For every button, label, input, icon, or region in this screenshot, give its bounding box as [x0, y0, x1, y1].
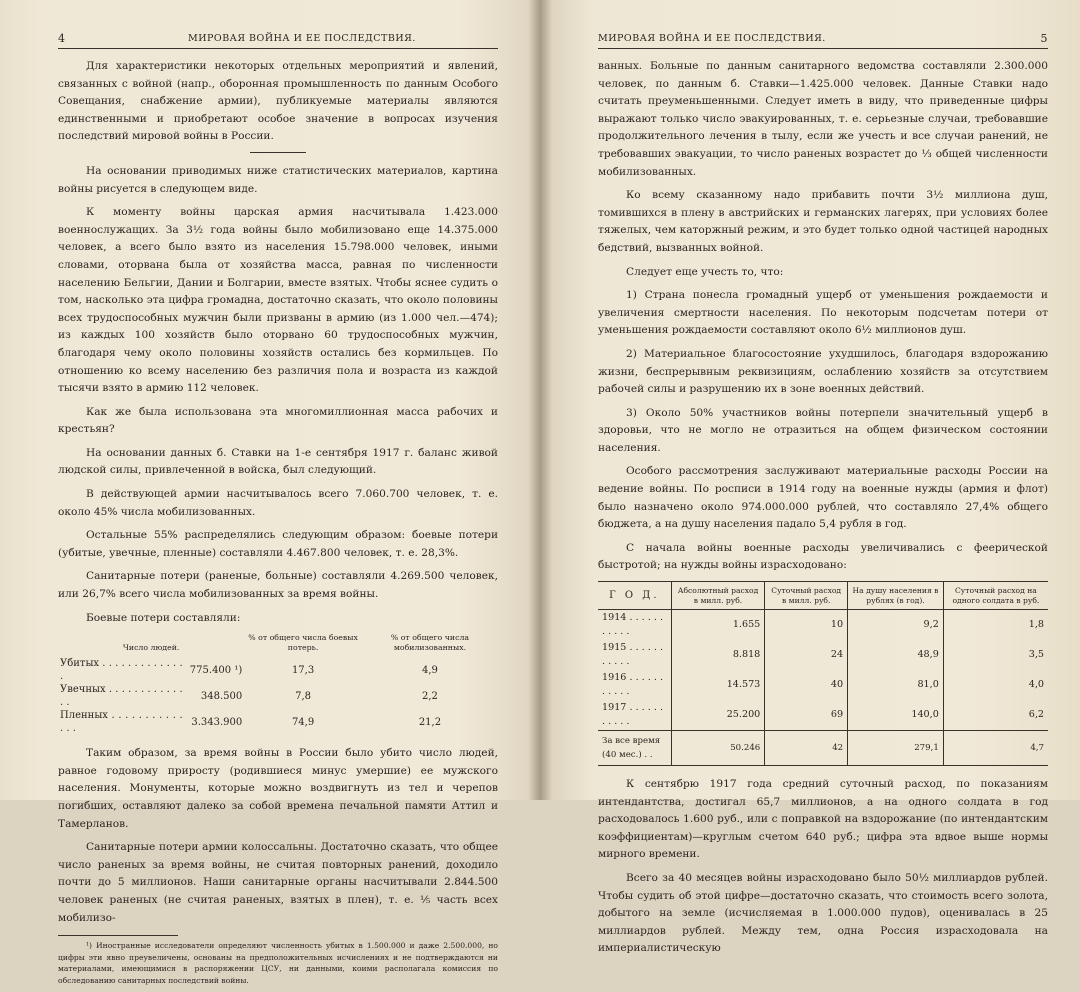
column-header: На душу населения в рублях (в год).	[848, 582, 944, 610]
paragraph: На основании данных б. Ставки на 1-е сентября 1917 г. баланс живой людской силы, привлеченной в войска, был следующий.	[58, 446, 498, 477]
cell: 50.246	[671, 731, 765, 766]
cell: 25.200	[671, 700, 765, 731]
cell: 279,1	[848, 731, 944, 766]
cell: 69	[765, 700, 848, 731]
paragraph: Следует еще учесть то, что:	[626, 265, 784, 278]
paragraph: К сентябрю 1917 года средний суточный расход, по показаниям интендантства, достигал 65,7 миллионов, а на одного солдата в год расходовалось 1.600 руб., или с поправкой на вздорожание (по интендантским коэффициентам)—круглым счетом 640 руб.; цифра эта вдвое выше нормы мирного времени.	[598, 778, 1048, 861]
war-expense-table	[598, 581, 1048, 766]
total-label: За все время (40 мес.) . .	[598, 731, 671, 766]
table-row	[598, 670, 1048, 700]
column-header: % от общего числа боевых потерь.	[248, 633, 358, 653]
cell-pct-losses: 17,3	[291, 664, 315, 676]
table-row	[598, 610, 1048, 641]
left-page	[0, 0, 540, 985]
cell: 1.655	[671, 610, 765, 641]
table-row	[58, 657, 498, 683]
paragraph: 3) Около 50% участников войны потерпели значительный ущерб в здоровьи, что не могло не отразиться на общем физическом состоянии населения.	[598, 406, 1048, 454]
paragraph: Для характеристики некоторых отдельных мероприятий и явлений, связанных с войной (напр., оборонная промышленность по данным Особого Совещания, снабжение армии), публикуемые материалы являются единственными и приобретают особое значение в вопросах изучения последствий мировой войны в России.	[58, 60, 498, 143]
cell: 48,9	[848, 640, 944, 670]
section-separator	[250, 152, 306, 153]
running-title: МИРОВАЯ ВОЙНА И ЕЕ ПОСЛЕДСТВИЯ.	[188, 33, 416, 44]
year-cell: 1914 . . . . . . . . . . .	[602, 612, 664, 638]
cell: 140,0	[848, 700, 944, 731]
paragraph: К моменту войны царская армия насчитывала 1.423.000 военнослужащих. За 3½ года войны было мобилизовано еще 14.375.000 человек, а всего было взято из населения 15.798.000 человек, иными словами, оторвана была от хозяйства масса, равная по численности населению Бельгии, Дании и Болгарии, вместе взятых. Чтобы яснее судить о том, насколько эта цифра громадна, достаточно сказать, что около половины всех трудоспособных мужчин были призваны в армию (из 1.000 чел.—474); из каждых 100 хозяйств было оторвано 60 трудоспособных мужчин, благодаря чему около половины хозяйств остались без кормильцев. По отношению ко всему населению без различия пола и возраста из каждой тысячи взято в армию 112 человек.	[58, 206, 498, 395]
cell: 42	[765, 731, 848, 766]
paragraph: Таким образом, за время войны в России было убито число людей, равное годовому приросту (родившиеся минус умершие) ее мужского населения. Монументы, которые можно воздвигнуть из тел и черепов погибших, оставляют далеко за собой времена печальной памяти Аттил и Тамерланов.	[58, 747, 498, 830]
paragraph: 1) Страна понесла громадный ущерб от уменьшения рождаемости и увеличения смертности населения. По некоторым подсчетам потери от уменьшения рождаемости составляют около 6½ миллионов душ.	[598, 289, 1048, 337]
paragraph: Как же была использована эта многомиллионная масса рабочих и крестьян?	[58, 405, 498, 436]
cell-count: 3.343.900	[191, 716, 243, 728]
paragraph: Остальные 55% распределялись следующим образом: боевые потери (убитые, увечные, пленные) составляли 4.467.800 человек, т. е. 28,3%.	[58, 529, 498, 559]
paragraph: На основании приводимых ниже статистических материалов, картина войны рисуется в следующем виде.	[58, 164, 498, 195]
cell: 10	[765, 610, 848, 641]
paragraph: В действующей армии насчитывалось всего 7.060.700 человек, т. е. около 45% числа мобилизованных.	[58, 488, 498, 518]
column-header: Абсолютный расход в милл. руб.	[671, 582, 765, 610]
header-rule	[598, 48, 1048, 49]
table-row	[58, 683, 498, 709]
cell-pct-losses: 7,8	[295, 690, 312, 702]
cell: 9,2	[848, 610, 944, 641]
cell-pct-mobilized: 4,9	[422, 664, 438, 676]
cell: 1,8	[943, 610, 1048, 641]
cell: 81,0	[848, 670, 944, 700]
paragraph: Боевые потери составляли:	[86, 611, 241, 624]
paragraph: ванных. Больные по данным санитарного ведомства составляли 2.300.000 человек, по данным б. Ставки—1.425.000 человек. Данные Ставки надо считать преуменьшенными. Следует иметь в виду, что приведенные цифры выражают только число эвакуированных, т. е. серьезные случаи, требовавшие продолжительного лечения в тылу, если же учесть и все случаи ранений, не требовавших эвакуации, то число раненых возрастет до ⅓ общей численности мобилизованных.	[598, 60, 1048, 178]
table-header-row	[58, 633, 498, 657]
cell: 14.573	[671, 670, 765, 700]
footnote-rule	[58, 935, 178, 936]
table-total-row	[598, 731, 1048, 766]
footnote: ¹) Иностранные исследователи определяют численность убитых в 1.500.000 и даже 2.500.000, но цифры эти явно преувеличены, основаны на предположительных исчислениях и не подтверждаются ни материалами, имеющимися в распоряжении ЦСУ, ни данными, коими располагала комиссия по обследованию санитарных последствий войны.	[58, 941, 498, 985]
table-row	[598, 700, 1048, 731]
row-label: Пленных . . . . . . . . . . . . . .	[60, 710, 183, 735]
table-row	[598, 640, 1048, 670]
cell: 24	[765, 640, 848, 670]
left-page-body	[58, 58, 498, 992]
table-header-row	[598, 582, 1048, 610]
table-row	[58, 709, 498, 735]
header-rule	[58, 48, 498, 49]
column-header: Суточный расход в милл. руб.	[765, 582, 848, 610]
page-number: 4	[58, 32, 66, 45]
cell-pct-mobilized: 21,2	[418, 716, 442, 728]
cell: 4,0	[943, 670, 1048, 700]
cell: 6,2	[943, 700, 1048, 731]
year-cell: 1916 . . . . . . . . . . .	[602, 672, 664, 698]
casualty-table	[58, 633, 498, 735]
row-label: Убитых . . . . . . . . . . . . . .	[60, 658, 183, 683]
paragraph: Санитарные потери (раненые, больные) составляли 4.269.500 человек, или 26,7% всего числа мобилизованных за время войны.	[58, 570, 498, 601]
year-cell: 1915 . . . . . . . . . . .	[602, 642, 664, 668]
column-header: % от общего числа мобилизованных.	[390, 633, 470, 653]
cell: 8.818	[671, 640, 765, 670]
page-number: 5	[1040, 32, 1048, 45]
cell-pct-losses: 74,9	[291, 716, 315, 728]
column-header: Г О Д.	[598, 582, 671, 610]
cell: 3,5	[943, 640, 1048, 670]
running-title: МИРОВАЯ ВОЙНА И ЕЕ ПОСЛЕДСТВИЯ.	[598, 33, 826, 44]
column-header: Число людей.	[122, 643, 180, 653]
paragraph: С начала войны военные расходы увеличивались с феерической быстротой; на нужды войны израсходовано:	[598, 541, 1048, 572]
right-page	[540, 0, 1080, 955]
cell: 40	[765, 670, 848, 700]
column-header: Суточный расход на одного солдата в руб.	[943, 582, 1048, 610]
paragraph: 2) Материальное благосостояние ухудшилось, благодаря вздорожанию жизни, беспрерывным реквизициям, ослаблению хозяйств за отсутствием рабочей силы и разрушению их в зоне военных действий.	[598, 347, 1048, 396]
paragraph: Особого рассмотрения заслуживают материальные расходы России на ведение войны. По росписи в 1914 году на военные нужды (армия и флот) было назначено около 974.000.000 рублей, что составляло 27,4% общего бюджета, а на душу населения падало 5,4 рубля в год.	[598, 465, 1048, 531]
year-cell: 1917 . . . . . . . . . . .	[602, 702, 664, 728]
cell-pct-mobilized: 2,2	[422, 690, 438, 702]
book-gutter	[528, 0, 552, 800]
right-page-body	[598, 58, 1048, 964]
paragraph: Санитарные потери армии колоссальны. Достаточно сказать, что общее число раненых за время войны, не считая повторных ранений, доходило почти до 5 миллионов. Наши санитарные органы насчитывали 2.844.500 человек раненых (не считая раненых, взятых в плен), т. е. ⅕ часть всех мобилизо-	[58, 841, 498, 924]
cell-count: 775.400 ¹)	[189, 664, 243, 676]
paragraph: Ко всему сказанному надо прибавить почти 3½ миллиона душ, томившихся в плену в австрийских и германских лагерях, при условиях более тяжелых, чем каторжный режим, и это будет только одной частицей народных бедствий, вызванных войной.	[598, 189, 1048, 254]
row-label: Увечных . . . . . . . . . . . . . .	[60, 684, 183, 709]
cell: 4,7	[943, 731, 1048, 766]
paragraph: Всего за 40 месяцев войны израсходовано было 50½ миллиардов рублей. Чтобы судить об этой цифре—достаточно сказать, что стоимость всего золота, добытого на земле (исчисляемая в 1.000.000 пудов), оценивалась в 25 миллиардов рублей. Между тем, одна Россия израсходовала на империалистическую	[598, 872, 1048, 955]
cell-count: 348.500	[200, 690, 243, 702]
